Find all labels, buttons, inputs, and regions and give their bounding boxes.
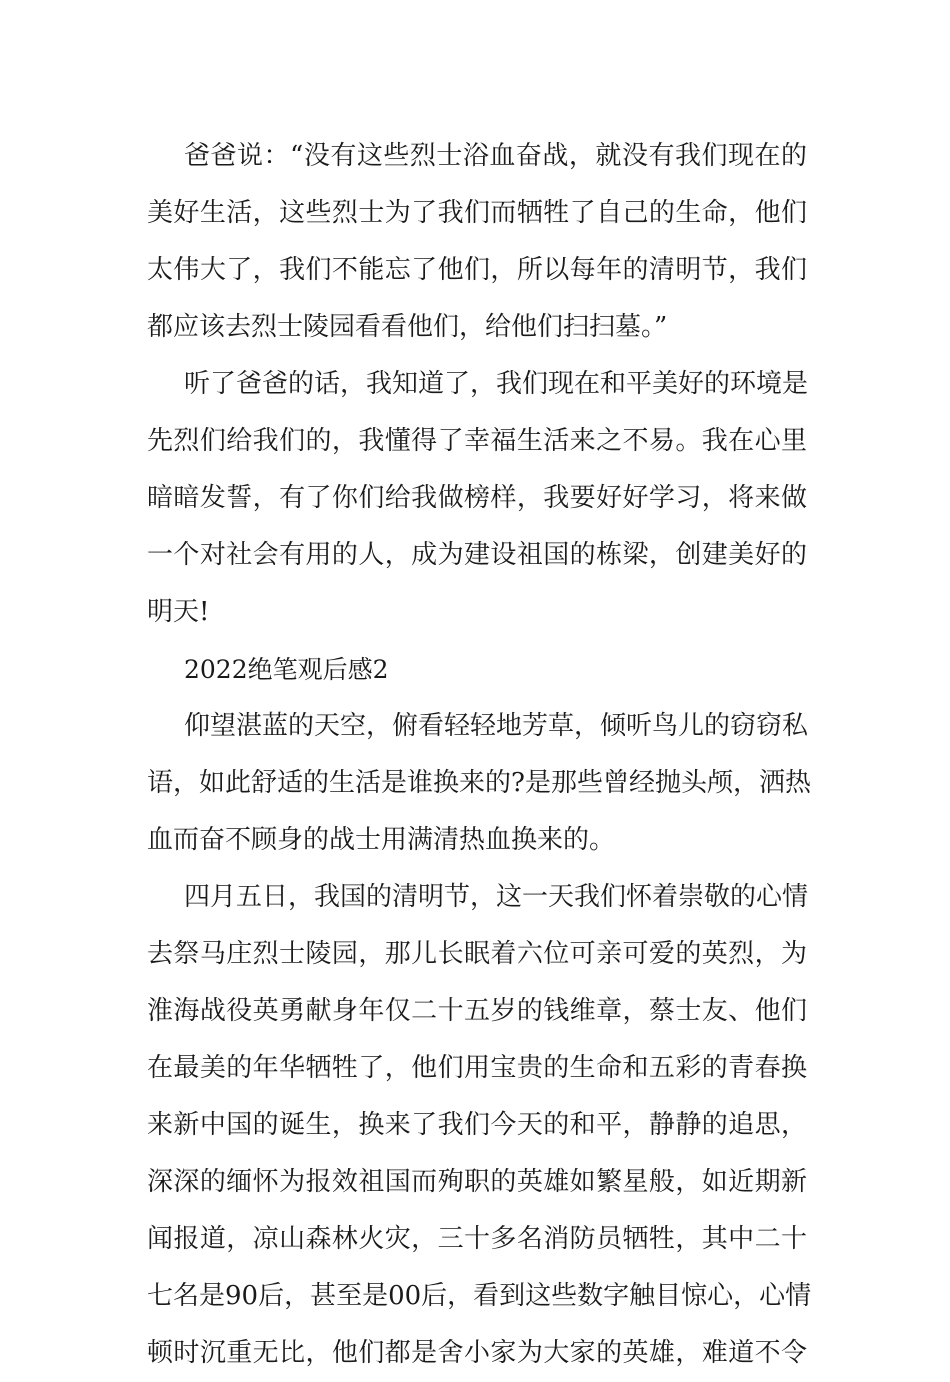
text-line: 闻报道，凉山森林火灾，三十多名消防员牺牲，其中二十 xyxy=(147,1224,807,1254)
text-line: 在最美的年华牺牲了，他们用宝贵的生命和五彩的青春换 xyxy=(147,1053,807,1083)
paragraph-2 xyxy=(147,356,807,641)
text-line: 深深的缅怀为报效祖国而殉职的英雄如繁星般，如近期新 xyxy=(147,1167,807,1197)
text-line: 顿时沉重无比，他们都是舍小家为大家的英雄，难道不令 xyxy=(147,1338,807,1368)
text-line: 听了爸爸的话，我知道了，我们现在和平美好的环境是 xyxy=(184,369,809,399)
heading-text: 2022绝笔观后感2 xyxy=(184,655,389,684)
text-line: 美好生活，这些烈士为了我们而牺牲了自己的生命，他们 xyxy=(147,198,807,228)
text-line: 血而奋不顾身的战士用满清热血换来的。 xyxy=(147,825,616,855)
text-line: 一个对社会有用的人，成为建设祖国的栋梁，创建美好的 xyxy=(147,540,807,570)
text-line: 暗暗发誓，有了你们给我做榜样，我要好好学习，将来做 xyxy=(147,483,807,513)
text-line: 四月五日，我国的清明节，这一天我们怀着崇敬的心情 xyxy=(184,882,809,912)
text-line: 都应该去烈士陵园看看他们，给他们扫扫墓。” xyxy=(147,312,668,342)
text-line: 七名是90后，甚至是00后，看到这些数字触目惊心，心情 xyxy=(147,1281,812,1311)
text-line: 淮海战役英勇献身年仅二十五岁的钱维章，蔡士友、他们 xyxy=(147,996,807,1026)
paragraph-3 xyxy=(147,698,811,869)
paragraph-1 xyxy=(147,128,807,356)
text-line: 语，如此舒适的生活是谁换来的?是那些曾经抛头颅，洒热 xyxy=(147,768,811,798)
text-line: 来新中国的诞生，换来了我们今天的和平，静静的追思， xyxy=(147,1110,807,1140)
text-line: 太伟大了，我们不能忘了他们，所以每年的清明节，我们 xyxy=(147,255,807,285)
text-line: 先烈们给我们的，我懂得了幸福生活来之不易。我在心里 xyxy=(147,426,807,456)
paragraph-4 xyxy=(147,869,812,1382)
text-line: 明天! xyxy=(147,597,210,627)
text-line: 爸爸说：“没有这些烈士浴血奋战，就没有我们现在的 xyxy=(184,141,807,171)
section-heading xyxy=(147,641,807,698)
document-body xyxy=(147,128,812,1382)
text-line: 仰望湛蓝的天空，俯看轻轻地芳草，倾听鸟儿的窃窃私 xyxy=(184,711,809,741)
text-line: 去祭马庄烈士陵园，那儿长眠着六位可亲可爱的英烈，为 xyxy=(147,939,807,969)
